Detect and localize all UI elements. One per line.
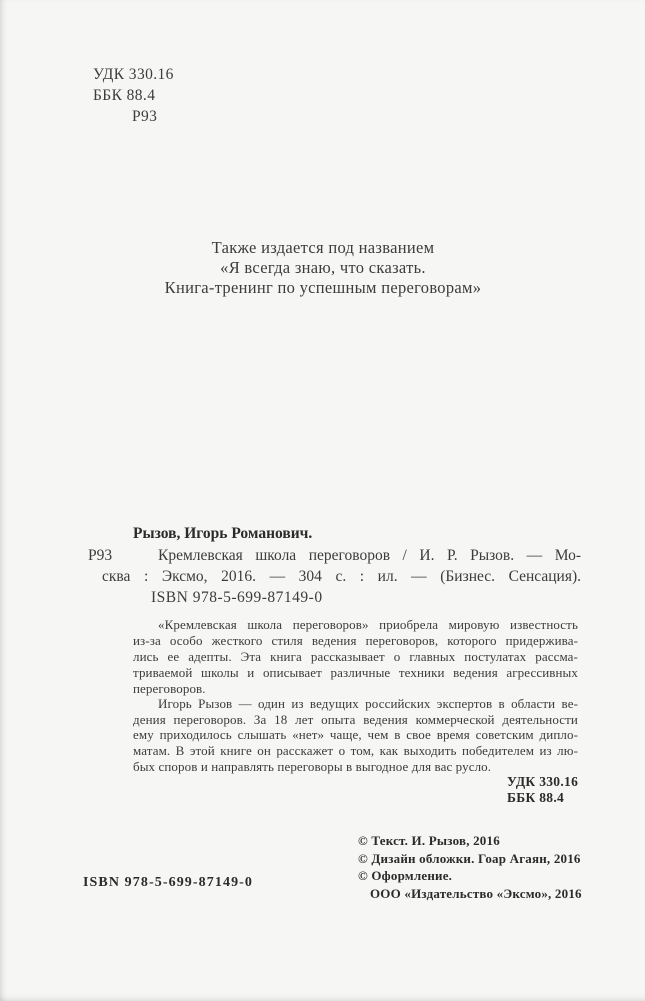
copyright-text-line: © Текст. И. Рызов, 2016 bbox=[358, 833, 500, 848]
annotation-line: «Кремлевская школа переговоров» приобрела мировую известность bbox=[158, 617, 578, 632]
copyright-cover-design-line: © Дизайн обложки. Гоар Агаян, 2016 bbox=[358, 850, 581, 866]
author-sign: Р93 bbox=[132, 108, 158, 125]
alternate-title-line: «Я всегда знаю, что сказать. bbox=[220, 258, 426, 277]
udk-code: УДК 330.16 bbox=[93, 66, 174, 83]
copyright-block bbox=[358, 832, 582, 903]
catalog-card-author: Рызов, Игорь Романович. bbox=[133, 525, 313, 542]
publisher-line: ООО «Издательство «Эксмо», 2016 bbox=[370, 886, 582, 902]
catalog-card-description-line: сква : Эксмо, 2016. — 304 с. : ил. — (Бизнес. Сенсация). bbox=[102, 568, 581, 585]
annotation-line: триваемой школы и описывает различные техники ведения агрессивных bbox=[133, 665, 578, 680]
annotation-line: дения переговоров. За 18 лет опыта ведения коммерческой деятельности bbox=[133, 712, 578, 727]
alternate-title-line: Книга-тренинг по успешным переговорам» bbox=[164, 278, 482, 297]
annotation-line: бых споров и направлять переговоры в выгодное для вас русло. bbox=[133, 759, 492, 774]
isbn-number: ISBN 978-5-699-87149-0 bbox=[83, 875, 254, 890]
udk-code-bottom: УДК 330.16 bbox=[507, 774, 579, 789]
also-published-note bbox=[77, 238, 569, 298]
bottom-codes-block bbox=[507, 774, 578, 806]
annotation-line: ему приходилось слышать «нет» чаще, чем в свое время советским дипло- bbox=[133, 727, 578, 742]
catalog-card-description-line: Кремлевская школа переговоров / И. Р. Рызов. — Мо- bbox=[158, 547, 581, 564]
bbk-code: ББК 88.4 bbox=[93, 87, 156, 104]
catalog-card-isbn: ISBN 978-5-699-87149-0 bbox=[151, 589, 323, 606]
annotation-line: из-за особо жесткого стиля ведения переговоров, которого придержива- bbox=[133, 633, 578, 648]
copyright-layout-line: © Оформление. bbox=[358, 868, 453, 884]
annotation-line: лись ее адепты. Эта книга рассказывает о главных постулатах рассма- bbox=[133, 649, 578, 664]
annotation-line: Игорь Рызов — один из ведущих российских экспертов в области ве- bbox=[158, 696, 578, 711]
top-codes-block bbox=[93, 64, 174, 127]
catalog-card-author-sign: Р93 bbox=[88, 547, 113, 564]
bbk-code-bottom: ББК 88.4 bbox=[507, 790, 565, 805]
annotation-line: переговоров. bbox=[133, 681, 206, 696]
also-published-line: Также издается под названием bbox=[211, 238, 435, 257]
annotation-line: матам. В этой книге он расскажет о том, как выходить победителем из лю- bbox=[133, 743, 578, 758]
